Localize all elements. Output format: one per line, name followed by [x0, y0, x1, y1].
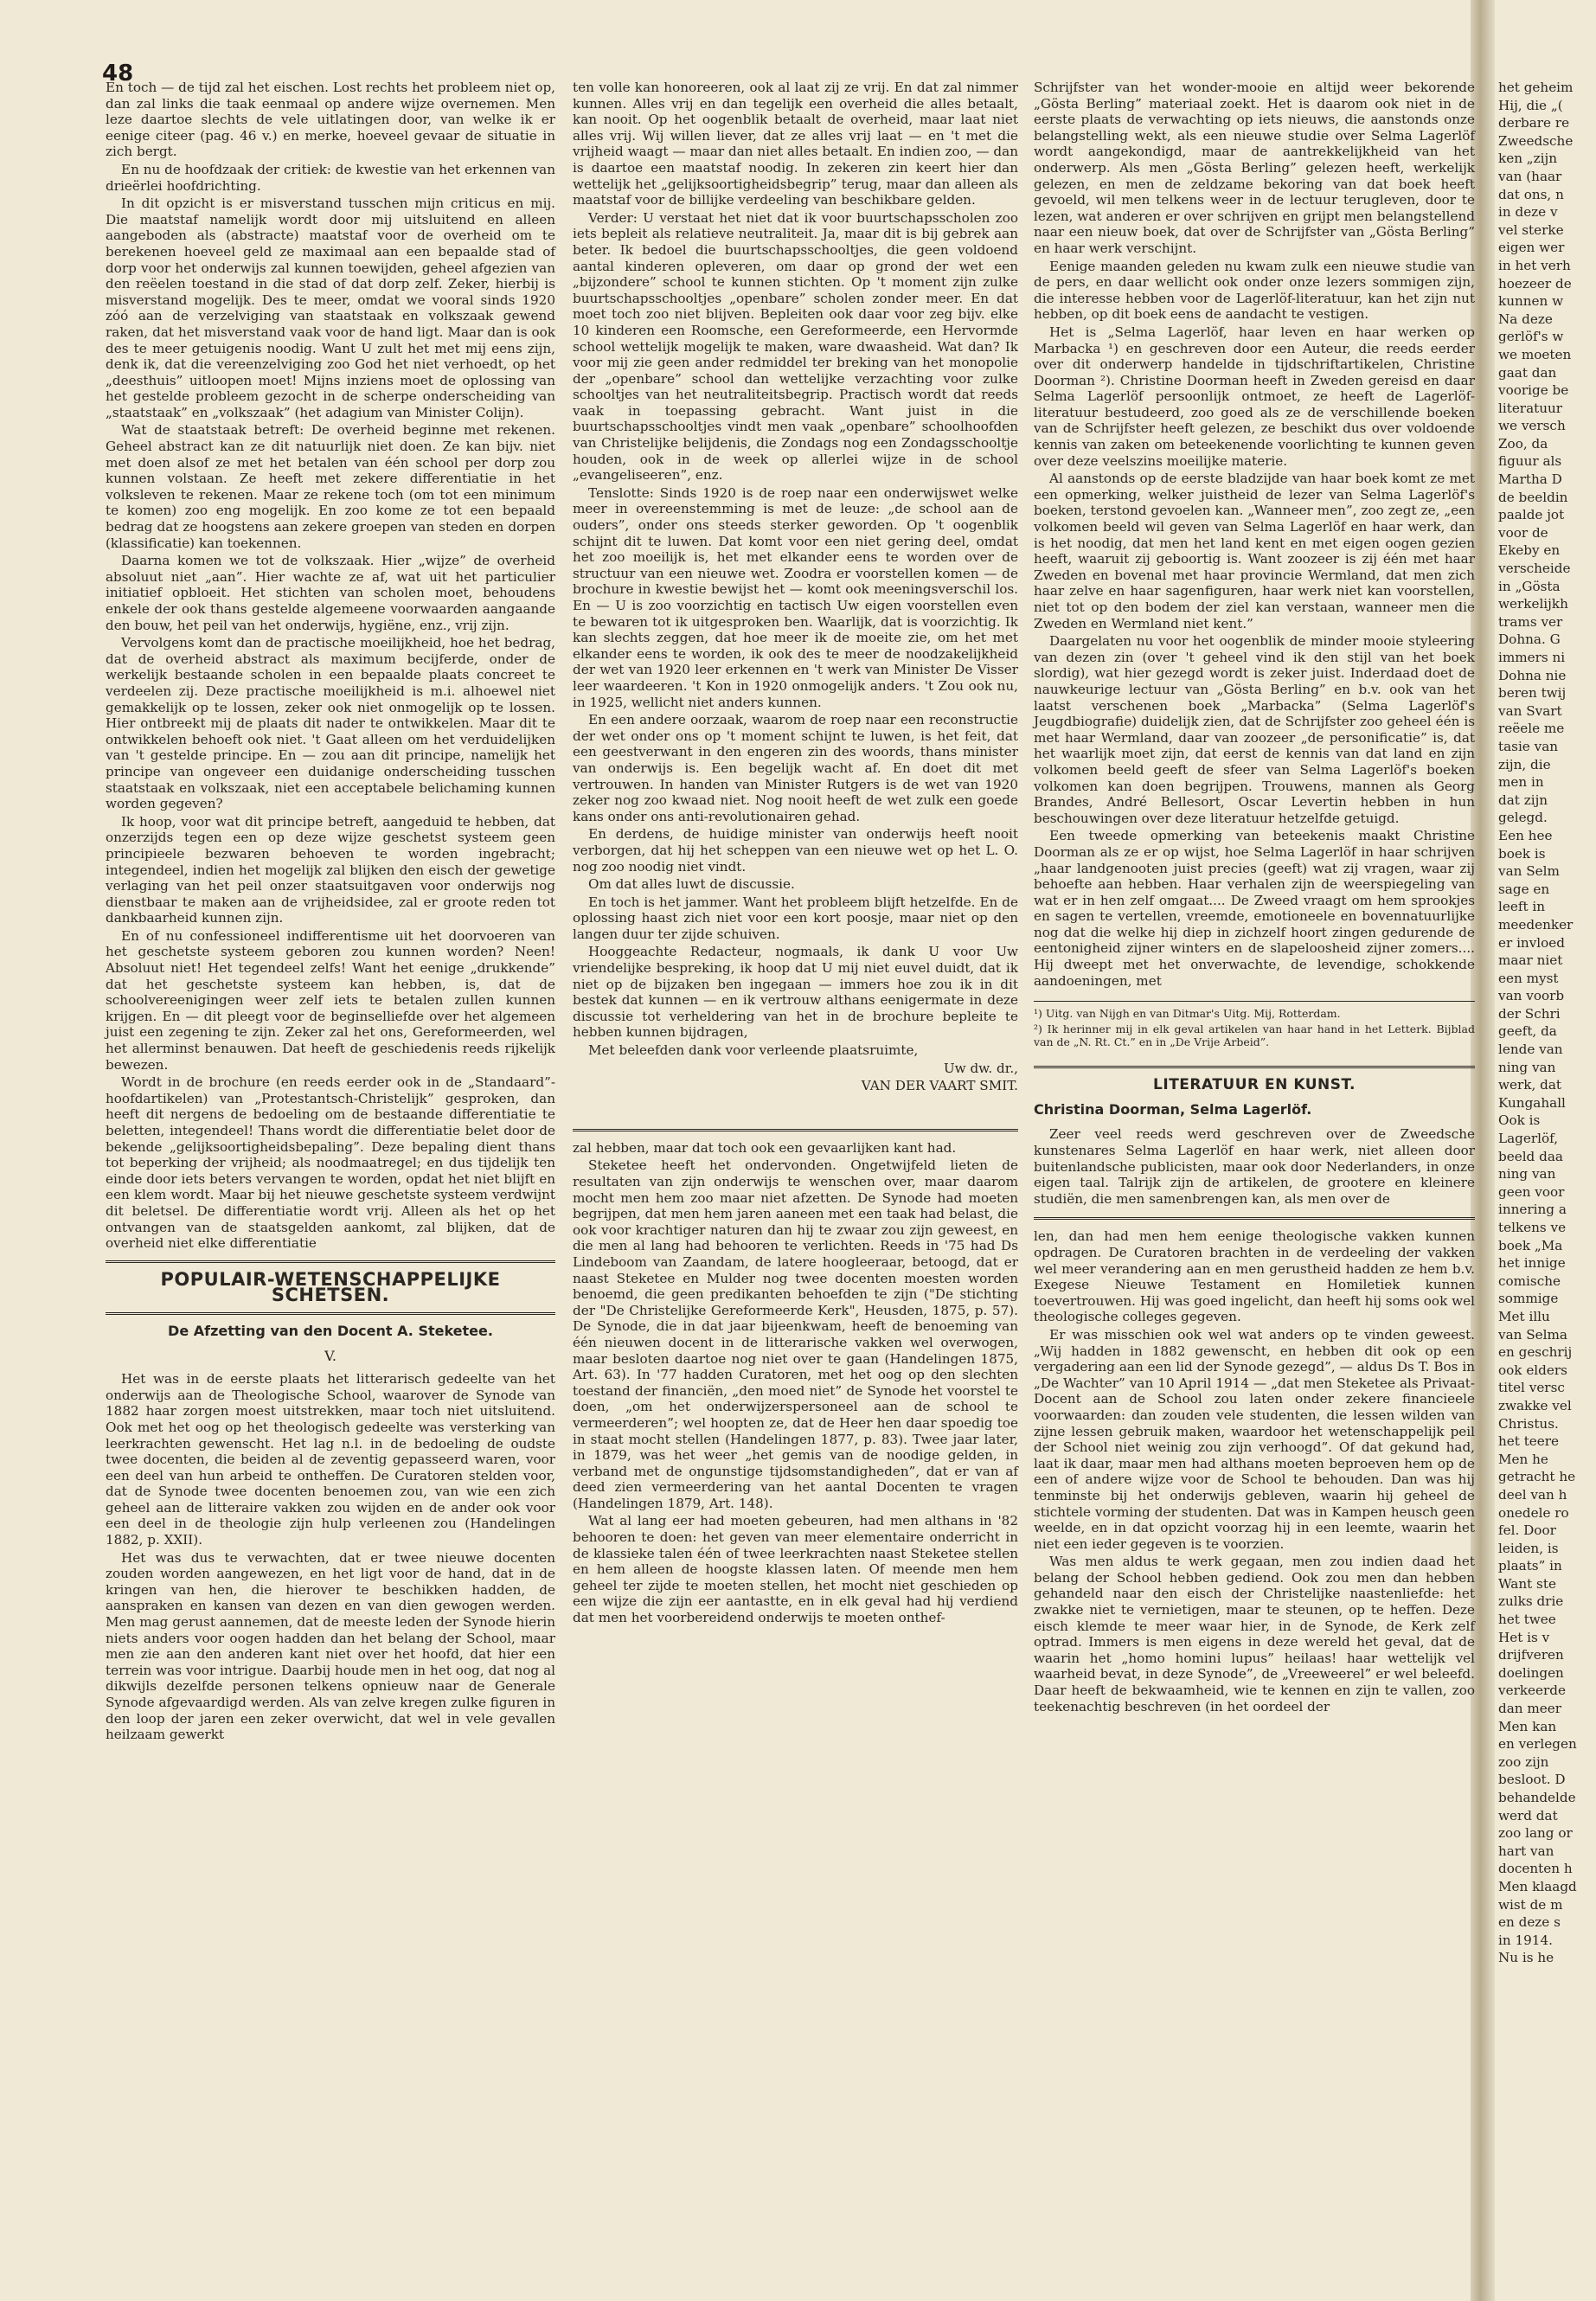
- line-fragment: Ekeby en: [1498, 542, 1561, 559]
- line-fragment: gerlöf's w: [1498, 329, 1564, 345]
- paragraph: Eenige maanden geleden nu kwam zulk een nieuwe studie van de pers, en daar wellicht ook onder onze lezers sommigen zijn, die interesse hebben voor de Lagerlöf-literatuur, kan het zijn nut hebben, op dit boek eens de aandacht te vestigen.: [1034, 258, 1475, 323]
- line-fragment: van Svart: [1498, 702, 1562, 719]
- section-divider: [106, 1260, 555, 1263]
- paragraph: Een tweede opmerking van beteekenis maakt Christine Doorman als ze er op wijst, hoe Selma Lagerlöf in haar schrijven „haar landgenooten juist precies (geeft) wat zij vragen, waar zij behoefte aan hebben. Haar verhalen zijn de weerspiegeling van wat er in hen zelf omgaat.... De Zweed vraagt om hem sprookjes en sagen te vertellen, vreemde, emotioneele en bovennatuurlijke nog dat die welke hij diep in zichzelf hoort zingen gedurende de eentonigheid zijner winters en de slapeloosheid zijner zomers.... Hij dweept met het onverwachte, de levendige, schokkende aandoeningen, met: [1034, 828, 1475, 989]
- line-fragment: Men kan: [1498, 1718, 1557, 1734]
- line-fragment: dat zijn: [1498, 792, 1548, 808]
- line-fragment: lende van: [1498, 1042, 1563, 1058]
- line-fragment: behandelde: [1498, 1790, 1576, 1805]
- paragraph: En nu de hoofdzaak der critiek: de kwestie van het erkennen van drieërlei hoofdrichting.: [106, 161, 555, 194]
- paragraph: Vervolgens komt dan de practische moeilijkheid, hoe het bedrag, dat de overheid abstract als maximum becijferde, onder de werkelijk bestaande scholen in een bepaalde plaats concreet te verdeelen zij. Deze practische moeilijkheid is m.i. alhoewel niet gemakkelijk op te lossen, zeker ook niet onmogelijk op te lossen. Hier ontbreekt mij de plaats dit nader te ontwikkelen. Maar dit te ontwikkelen behoeft ook niet. 't Gaat alleen om het verduidelijken van 't gestelde principe. En — zou aan dit principe, namelijk het principe van ongeveer een duidanige onderscheiding tusschen staatstaak en volkszaak, niet een acceptabele belichaming kunnen worden gegeven?: [106, 635, 555, 812]
- paragraph: len, dan had men hem eenige theologische vakken kunnen opdragen. De Curatoren brachten in de verdeeling der vakken wel meer verandering aan en men gerustheid hadden ze hem b.v. Exegese Nieuwe Testament en Homiletiek kunnen toevertrouwen. Hij was goed ingelicht, dan heeft hij soms ook wel theologische colleges gegeven.: [1034, 1228, 1475, 1325]
- paragraph: Al aanstonds op de eerste bladzijde van haar boek komt ze met een opmerking, welker juistheid de lezer van Selma Lagerlöf's boeken, terstond gevoelen kan. „Wanneer men”, zoo zegt ze, „een volkomen beeld wil geven van Selma Lagerlöf en haar werk, dan is het noodig, dat men het land kent en met eigen oogen gezien heeft, waaruit zij geboortig is. Want zoozeer is zij één met haar Zweden en bovenal met haar provincie Wermland, dat men zich haar zelve en haar sagenfiguren, haar werk niet kan voorstellen, niet tot op den bodem der ziel kan verstaan, wanneer men die Zweden en Wermland niet kent.”: [1034, 471, 1475, 631]
- line-fragment: figuur als: [1498, 453, 1562, 470]
- line-fragment: verkeerde: [1498, 1682, 1566, 1699]
- line-fragment: werkelijkh: [1498, 596, 1568, 612]
- column-1: [106, 80, 555, 1745]
- line-fragment: boek is: [1498, 845, 1546, 862]
- section-divider: [1034, 1217, 1475, 1220]
- line-fragment: zijn, die: [1498, 756, 1551, 772]
- line-fragment: Zweedsche: [1498, 132, 1574, 149]
- article-part-number: V.: [324, 1347, 337, 1364]
- column-4-fragment: [1498, 80, 1596, 1968]
- line-fragment: ken „zijn: [1498, 151, 1558, 167]
- line-fragment: getracht he: [1498, 1469, 1576, 1485]
- line-fragment: zulks drie: [1498, 1593, 1564, 1610]
- line-fragment: der Schri: [1498, 1005, 1561, 1022]
- line-fragment: titel versc: [1498, 1380, 1565, 1396]
- article-title-steketee: De Afzetting van den Docent A. Steketee.: [168, 1322, 493, 1339]
- paragraph: En derdens, de huidige minister van onderwijs heeft nooit verborgen, dat hij het scheppen van een nieuwe wet op het L. O. nog zoo noodig niet vindt.: [573, 826, 1018, 875]
- column-2: [573, 80, 1018, 1628]
- line-fragment: tasie van: [1498, 738, 1559, 754]
- line-fragment: hoezeer de: [1498, 275, 1572, 292]
- line-fragment: immers ni: [1498, 650, 1566, 665]
- line-fragment: zoo zijn: [1498, 1753, 1549, 1770]
- line-fragment: in het verh: [1498, 257, 1571, 273]
- line-fragment: van (haar: [1498, 168, 1562, 184]
- line-fragment: werd dat: [1498, 1807, 1558, 1823]
- section-divider: [573, 1129, 1018, 1131]
- line-fragment: kunnen w: [1498, 293, 1564, 310]
- line-fragment: Men klaagd: [1498, 1878, 1577, 1894]
- footnotes: [1034, 1001, 1475, 1048]
- line-fragment: geeft, da: [1498, 1023, 1557, 1040]
- line-fragment: plaats” in: [1498, 1558, 1562, 1574]
- line-fragment: een myst: [1498, 970, 1559, 986]
- line-fragment: reëele me: [1498, 721, 1565, 737]
- paragraph: Ik hoop, voor wat dit principe betreft, aangeduid te hebben, dat onzerzijds tegen een op deze wijze geschetst systeem geen principieele bezwaren behoeven te worden ingebracht; integendeel, indien het mogelijk zal blijken den eisch der gewetige verlaging van het peil onzer staatsuitgaven voor onderwijs nog dienstbaar te maken aan de vrijheidsidee, zal er groote reden tot dankbaarheid kunnen zijn.: [106, 813, 555, 926]
- line-fragment: ook elders: [1498, 1362, 1567, 1378]
- line-fragment: in „Gösta: [1498, 578, 1561, 594]
- line-fragment: Dohna. G: [1498, 631, 1561, 648]
- line-fragment: Christus.: [1498, 1415, 1559, 1432]
- line-fragment: en deze s: [1498, 1914, 1561, 1931]
- line-fragment: eigen wer: [1498, 240, 1565, 256]
- line-fragment: literatuur: [1498, 400, 1563, 416]
- line-fragment: Een hee: [1498, 827, 1553, 843]
- line-fragment: het twee: [1498, 1612, 1556, 1628]
- line-fragment: Nu is he: [1498, 1950, 1554, 1966]
- line-fragment: van Selm: [1498, 863, 1560, 880]
- line-fragment: comische: [1498, 1272, 1561, 1289]
- line-fragment: beeld daa: [1498, 1148, 1563, 1164]
- paragraph: Tenslotte: Sinds 1920 is de roep naar een onderwijswet welke meer in overeenstemming is met de leuze: „de school aan de ouders”, onder ons steeds sterker geworden. Op 't oogenblik schijnt dit te luwen. Dat komt voor een niet gering deel, omdat het zoo moeilijk is, het met elkander eens te worden over de structuur van een nieuwe wet. Zoodra er voorstellen komen — de brochure in kwestie bewijst het — komt ook meeningsverschil los. En — U is zoo voorzichtig en tactisch Uw eigen voorstellen even te bewaren tot ik uitgesproken ben. Waarlijk, dat is voorzichtig. Ik kan slechts zeggen, dat hoe meer ik de moeite zie, om het met elkander eens te worden, ik ook des te meer de noodzakelijkheid der wet van 1920 leer erkennen en 't werk van Minister De Visser leer waardeeren. 't Kon in 1920 onmogelijk anders. 't Zou ook nu, in 1925, wellicht niet anders kunnen.: [573, 484, 1018, 710]
- line-fragment: innering a: [1498, 1202, 1567, 1218]
- paragraph: Er was misschien ook wel wat anders op te vinden geweest. „Wij hadden in 1882 gewenscht, en hebben dit ook op een vergadering aan een lid der Synode gezegd”, — aldus Ds T. Bos in „De Wachter” van 10 April 1914 — „dat men Steketee als Privaat-Docent aan de School zou laten onder zekere financieele voorwaarden: dan zouden vele studenten, die lessen wilden van zijne lessen gebruik maken, waardoor het wetenschappelijk peil der School niet weinig zou zijn verhoogd”. Of dat gekund had, laat ik daar, maar men had althans moeten beproeven hem op de een of andere wijze voor de School te behouden. Dan was hij tenminste bij het onderwijs gebleven, waarin hij geheel de stichtele vorming der studenten. Dat was in Kampen heusch geen weelde, en in dat opzicht voorzag hij in een leemte, waarin het niet een ieder gegeven is te voorzien.: [1034, 1326, 1475, 1552]
- line-fragment: leiden, is: [1498, 1540, 1559, 1556]
- line-fragment: drijfveren: [1498, 1647, 1564, 1663]
- line-fragment: sage en: [1498, 881, 1550, 897]
- line-fragment: dan meer: [1498, 1701, 1562, 1717]
- line-fragment: werk, dat: [1498, 1077, 1561, 1093]
- paragraph: Het was in de eerste plaats het litterarisch gedeelte van het onderwijs aan de Theologische School, waarover de Synode van 1882 haar zorgen moest uitstrekken, maar toch niet uitsluitend. Ook met het oog op het theologisch gedeelte was versterking van leerkrachten gewenscht. Het lag n.l. in de bedoeling de oudste twee docenten, die beiden al de zeventig gepasseerd waren, voor een deel van hun arbeid te ontheffen. De Curatoren stelden voor, dat de Synode twee docenten benoemen zou, van wie een zich geheel aan de litteraire vakken zou wijden en de ander ook voor een deel in de theologie zijn hulp verleenen zou (Handelingen 1882, p. XXII).: [106, 1371, 555, 1548]
- line-fragment: derbare re: [1498, 115, 1570, 131]
- paragraph: Wat de staatstaak betreft: De overheid beginne met rekenen. Geheel abstract kan ze dit natuurlijk niet doen. Ze kan bijv. niet met doen alsof ze met het betalen van één school per dorp zou kunnen volstaan. Ze heeft met zekere differentiatie in het volksleven te rekenen. Maar ze rekene toch (om tot een minimum te komen) zoo eng mogelijk. En zoo kome ze tot een bepaald bedrag dat ze hoogstens aan zekere groepen van steden en dorpen (klassificatie) kan toekennen.: [106, 422, 555, 551]
- line-fragment: Dohna nie: [1498, 667, 1567, 683]
- paragraph: In dit opzicht is er misverstand tusschen mijn criticus en mij. Die maatstaf namelijk wordt door mij uitsluitend en alleen aangeboden als (abstracte) maatstaf voor de overheid om te berekenen hoeveel geld ze maximaal aan een bepaalde stad of dorp voor het onderwijs zal kunnen toewijden, geheel afgezien van den reëelen toestand in die stad of dat dorp zelf. Zeker, hierbij is misverstand mogelijk. Des te meer, omdat we vooral sinds 1920 zóó aan de verzelviging van staatstaak en volkszaak gewend raken, dat het misverstand vaak voor de hand ligt. Maar dan is ook des te meer getuigenis noodig. Want U zult het met mij eens zijn, denk ik, dat die vereenzelviging zoo God het niet verhoedt, op het „deesthuis” uitloopen moet! Mijns inziens moet de oplossing van het gestelde probleem gezocht in de scherpe onderscheiding van „staatstaak” en „volkszaak” (het adagium van Minister Colijn).: [106, 195, 555, 420]
- line-fragment: zwakke vel: [1498, 1397, 1572, 1413]
- line-fragment: Martha D: [1498, 471, 1562, 488]
- column-1-body: [106, 80, 555, 1252]
- line-fragment: leeft in: [1498, 899, 1546, 915]
- line-fragment: wist de m: [1498, 1896, 1563, 1913]
- line-fragment: verscheide: [1498, 561, 1571, 577]
- line-fragment: telkens ve: [1498, 1220, 1567, 1235]
- section-divider: [106, 1312, 555, 1315]
- line-fragment: dat ons, n: [1498, 186, 1564, 202]
- line-fragment: geen voor: [1498, 1183, 1565, 1200]
- line-fragment: van voorb: [1498, 988, 1565, 1004]
- line-fragment: in deze v: [1498, 204, 1558, 221]
- line-fragment: Zoo, da: [1498, 435, 1548, 452]
- paragraph: En een andere oorzaak, waarom de roep naar een reconstructie der wet onder ons op 't moment schijnt te luwen, is het feit, dat een geestverwant in den engeren zin des woords, thans minister van onderwijs is. Een begelijk wacht af. En doet dit met vertrouwen. In handen van Minister Rutgers is de wet van 1920 zeker nog zoo kwaad niet. Nog nooit heeft de wet zulk een goede kans onder ons anti-revolutionairen gehad.: [573, 712, 1018, 824]
- column-4-lines: [1498, 80, 1596, 1966]
- paragraph: ten volle kan honoreeren, ook al laat zij ze vrij. En dat zal nimmer kunnen. Alles vrij en dan tegelijk een overheid die alles betaalt, kan nooit. Op het oogenblik betaalt de overheid, maar laat niet alles vrij. Wij willen liever, dat ze alles vrij laat — en 't met die vrijheid waagt — maar dan niet alles betaalt. En indien zoo, — dan is daartoe een maatstaf noodig. In zekeren zin keert hier dan wettelijk het „gelijksoortigheidsbegrip” terug, maar dan alleen als maatstaf voor de billijke verdeeling van beschikbare gelden.: [573, 80, 1018, 208]
- line-fragment: het innige: [1498, 1255, 1566, 1272]
- line-fragment: in 1914.: [1498, 1932, 1553, 1948]
- line-fragment: men in: [1498, 774, 1544, 791]
- line-fragment: trams ver: [1498, 613, 1563, 630]
- paragraph: Steketee heeft het ondervonden. Ongetwijfeld lieten de resultaten van zijn onderwijs te wenschen over, maar daarom mocht men hem zoo maar niet afzetten. De Synode had moeten begrijpen, dat men hem jaren aaneen met een taak had belast, die ook voor krachtiger naturen dan hij te zwaar zou zijn geweest, en die men al lang had behooren te verlichten. Reeds in '75 had Ds Lindeboom van Zaandam, de latere hoogleeraar, betoogd, dat er naast Steketee en Mulder nog twee docenten moesten worden benoemd, die geen predikanten behoefden te zijn ("De stichting der "De Christelijke Gereformeerde Kerk", Heusden, 1875, p. 57). De Synode, die in dat jaar bijeenkwam, heeft de benoeming van één nieuwen docent in de litterarische vakken wel overwogen, maar besloten daartoe nog niet over te gaan (Handelingen 1875, Art. 63). In '77 hadden Curatoren, met het oog op den slechten toestand der financiën, „den moed niet” de Synode het voorstel te doen, „om het onderwijzerspersoneel aan de school te vermeerderen”; wel hoopten ze, dat de Heer hen daar spoedig toe in staat mocht stellen (Handelingen 1877, p. 83). Twee jaar later, in 1879, was het weer „het gemis van de noodige gelden, in verband met de ongunstige tijdsomstandigheden”, dat er van af deed zien vermeerdering van het aantal Docenten te vragen (Handelingen 1879, Art. 148).: [573, 1157, 1018, 1511]
- line-fragment: er invloed: [1498, 934, 1566, 951]
- paragraph: Hooggeachte Redacteur, nogmaals, ik dank U voor Uw vriendelijke bespreking, ik hoop dat U mij niet euvel duidt, dat ik niet op de bijzaken ben ingegaan — immers hoe zou ik in dit bestek dat kunnen — en ik vertrouw althans eenigermate in deze discussie tot verheldering van het in de brochure bepleite te hebben kunnen bijdragen,: [573, 944, 1018, 1041]
- letter-closing: Uw dw. dr.,: [943, 1060, 1018, 1076]
- line-fragment: Lagerlöf,: [1498, 1131, 1559, 1147]
- paragraph: En toch — de tijd zal het eischen. Lost rechts het probleem niet op, dan zal links die taak eenmaal op andere wijze overnemen. Men leze daartoe slechts de vele uitlatingen door, van welke ik er eenige citeer (pag. 46 v.) en merke, hoeveel gevaar de situatie in zich bergt.: [106, 80, 555, 160]
- line-fragment: voor de: [1498, 524, 1548, 541]
- line-fragment: en geschrij: [1498, 1344, 1573, 1361]
- paragraph: En of nu confessioneel indifferentisme uit het doorvoeren van het geschetste systeem geboren zou kunnen worden? Neen! Absoluut niet! Het tegendeel zelfs! Want het eenige „drukkende” dat het geschetste systeem kan hebben, is, dat de schoolvereenigingen weer zelf iets te betalen zullen kunnen krijgen. En — dit pleegt voor de beginselliefde over het algemeen juist een zegening te zijn. Zeker zal het ons, Gereformeerden, wel het allerminst benauwen. Dat heeft de geschiedenis reeds rijkelijk bewezen.: [106, 927, 555, 1073]
- line-fragment: Na deze: [1498, 311, 1553, 327]
- page-number: 48: [102, 61, 134, 87]
- section-divider: [1034, 1066, 1475, 1068]
- line-fragment: doelingen: [1498, 1664, 1564, 1681]
- footnote: ²) Ik herinner mij in elk geval artikelen van haar hand in het Letterk. Bijblad van de „N. Rt. Ct.” en in „De Vrije Arbeid”.: [1034, 1022, 1475, 1049]
- line-fragment: beren twij: [1498, 685, 1567, 702]
- paragraph: Om dat alles luwt de discussie.: [588, 876, 795, 893]
- paragraph: Daargelaten nu voor het oogenblik de minder mooie styleering van dezen zin (over 't geheel vind ik den stijl van het boek slordig), wat hier gezegd wordt is zeker juist. Inderdaad doet de nauwkeurige lectuur van „Gösta Berling” en b.v. ook van het laatst verschenen boek „Marbacka” (Selma Lagerlöf's Jeugdbiografie) duidelijk zien, dat de Schrijfster zoo geheel één is met haar Wermland, daar van zoozeer „de personificatie” is, dat het waarlijk moet zijn, dat eerst de kennis van dat land en zijn volkomen beeld geeft de sfeer van Selma Lagerlöf's boeken volkomen kan doen begrijpen. Trouwens, mannen als Georg Brandes, André Bellesort, Oscar Levertin hebben in hun beschouwingen over deze literatuur hetzelfde getuigd.: [1034, 633, 1475, 826]
- section-title-populair: POPULAIR-WETENSCHAPPELIJKE SCHETSEN.: [160, 1268, 501, 1306]
- line-fragment: ning van: [1498, 1166, 1556, 1183]
- line-fragment: vel sterke: [1498, 221, 1564, 238]
- line-fragment: onedele ro: [1498, 1504, 1569, 1521]
- line-fragment: Men he: [1498, 1451, 1548, 1467]
- line-fragment: gelegd.: [1498, 810, 1548, 826]
- line-fragment: en verlegen: [1498, 1736, 1577, 1753]
- paragraph: Wordt in de brochure (en reeds eerder ook in de „Standaard”-hoofdartikelen) van „Protestantsch-Christelijk” gesproken, dan heeft dit nergens de bedoeling om de bestaande differentiatie te beletten, integendeel! Thans wordt die differentiatie belet door de bekende „gelijksoortigheidsbepaling”. Deze bepaling dient thans tot beperking der vrijheid; als noodmaatregel; en dus tijdelijk ten einde door iets beters vervangen te worden, opdat het niet blijft en een klem wordt. Maar bij het nieuwe geschetste systeem verdwijnt dit beletsel. De differentiatie wordt vrij. Alleen als het op het ontvangen van de staatsgelden aankomt, zal blijken, dat de overheid niet elke differentiatie: [106, 1074, 555, 1252]
- line-fragment: sommige: [1498, 1291, 1559, 1307]
- paragraph: Zeer veel reeds werd geschreven over de Zweedsche kunstenares Selma Lagerlöf en haar werk, niet alleen door buitenlandsche publicisten, maar ook door Nederlanders, in onze eigen taal. Talrijk zijn de artikelen, de grootere en kleinere studiën, die men samenbrengen kan, als men over de: [1034, 1126, 1475, 1207]
- line-fragment: we versch: [1498, 418, 1566, 434]
- line-fragment: hart van: [1498, 1843, 1554, 1859]
- line-fragment: Kungahall: [1498, 1094, 1566, 1111]
- line-fragment: zoo lang or: [1498, 1825, 1573, 1842]
- article-title-lagerlof: Christina Doorman, Selma Lagerlöf.: [1034, 1100, 1312, 1118]
- line-fragment: docenten h: [1498, 1861, 1573, 1877]
- line-fragment: we moeten: [1498, 346, 1572, 362]
- paragraph: Het is „Selma Lagerlöf, haar leven en haar werken op Marbacka ¹) en geschreven door een Auteur, die reeds eerder over dit onderwerp handelde in tijdschriftartikelen, Christine Doorman ²). Christine Doorman heeft in Zweden gereisd en daar Selma Lagerlöf persoonlijk ontmoet, ze heeft de Lagerlöf-literatuur bestudeerd, zoo goed als ze de verschillende boeken van de Schrijfster heeft gelezen, ze beschikt dus over voldoende kennis van zaken om beteekenende voorlichting te kunnen geven over deze veelszins moeilijke materie.: [1034, 324, 1475, 469]
- line-fragment: gaat dan: [1498, 364, 1557, 381]
- section-title-literatuur: LITERATUUR EN KUNST.: [1153, 1076, 1356, 1094]
- line-fragment: meedenker: [1498, 916, 1574, 933]
- letter-signature: VAN DER VAART SMIT.: [861, 1078, 1018, 1094]
- line-fragment: Want ste: [1498, 1575, 1556, 1592]
- paragraph: Was men aldus te werk gegaan, men zou indien daad het belang der School hebben gediend. Ook zou men dan hebben gehandeld naar den eisch der Christelijke naastenliefde: het zwakke niet te vernietigen, maar te steunen, op te heffen. Deze eisch klemde te meer waar hier, in de Synode, de Kerk zelf optrad. Immers is men eigens in deze wereld het geval, dat de waarin het „homo homini lupus” heilaas! haar wettelijk vel waarheid bevat, in deze Synode”, de „Vreeweerel” er wel beleefd. Daar heeft de bekwaamheid, wie te kennen en zijn te vallen, zoo teekenachtig beschreven (in het oordeel der: [1034, 1554, 1475, 1715]
- footnote: ¹) Uitg. van Nijgh en van Ditmar's Uitg. Mij, Rotterdam.: [1034, 1007, 1341, 1021]
- line-fragment: boek „Ma: [1498, 1237, 1563, 1253]
- paragraph: Schrijfster van het wonder-mooie en altijd weer bekorende „Gösta Berling” materiaal zoekt. Het is daarom ook niet in de eerste plaats de verwachting op iets nieuws, die aanstonds onze belangstelling wekt, als een nieuwe studie over Selma Lagerlöf wordt aangekondigd, maar de aantrekkelijkheid van het onderwerp. Als men „Gösta Berling” gelezen heeft, werkelijk gelezen, en men de zeldzame bekoring van dat boek heeft gevoeld, wil men telkens weer in de lectuur terugleven, door te lezen, wat anderen er over schrijven en grijpt men belangstellend naar een nieuw boek, dat over de Schrijfster van „Gösta Berling” en haar werk verschijnt.: [1034, 80, 1475, 256]
- paragraph: En toch is het jammer. Want het probleem blijft hetzelfde. En de oplossing haast zich niet voor een kort poosje, maar niet op den langen duur ter zijde schuiven.: [573, 894, 1018, 942]
- line-fragment: Met illu: [1498, 1308, 1550, 1324]
- line-fragment: van Selma: [1498, 1326, 1567, 1343]
- paragraph: Het was dus te verwachten, dat er twee nieuwe docenten zouden worden aangewezen, en het ligt voor de hand, dat in de kringen van hen, die hierover te beschikken hadden, de aanspraken en kansen van dezen en van dien gewogen werden. Men mag gerust aannemen, dat de meeste leden der Synode hierin niets anders voor oogen hadden dan het belang der School, maar men zie aan den anderen kant niet over het hoofd, dat hier een terrein was voor intrigue. Daarbij houde men in het oog, dat nog al dikwijls dezelfde personen telkens opnieuw naar de Generale Synode afgevaardigd werden. Als van zelve kregen zulke figuren in den loop der jaren een zeker overwicht, dat wel in vele gevallen heilzaam gewerkt: [106, 1549, 555, 1743]
- paragraph: Met beleefden dank voor verleende plaatsruimte,: [588, 1042, 919, 1059]
- line-fragment: de beeldin: [1498, 489, 1568, 505]
- paragraph: Verder: U verstaat het niet dat ik voor buurtschapsscholen zoo iets bepleit als relatieve neutraliteit. Ja, maar dit is bij gebrek aan beter. Ik bedoel die buurtschapsschooltjes, die geen voldoend aantal kinderen opleveren, om daar op grond der wet een „bijzondere” school te kunnen stichten. Op 't moment zijn zulke buurtschapsschooltjes „openbare” scholen zonder meer. En dat moet toch zoo niet blijven. Bepleiten ook daar voor zeg bijv. elke 10 kinderen een Roomsche, een Gereformeerde, een Hervormde school wettelijk mogelijk te maken, ware dwaasheid. Wat dan? Ik voor mij zie geen ander redmiddel ter breking van het monopolie der „openbare” school dan wettelijke verzachting voor zulke schooltjes van het neutraliteitsbegrip. Practisch wordt dat reeds vaak in toepassing gebracht. Want juist in die buurtschapsschooltjes vindt men vaak „openbare” schoolhoofden van Christelijke belijdenis, die Zondags nog een Zondagsschooltje houden, ook in de week op allerlei wijze in de school „evangeliseeren”, enz.: [573, 209, 1018, 484]
- line-fragment: deel van h: [1498, 1486, 1567, 1503]
- line-fragment: Het is v: [1498, 1629, 1550, 1645]
- line-fragment: maar niet: [1498, 952, 1563, 969]
- paragraph: Wat al lang eer had moeten gebeuren, had men althans in '82 behooren te doen: het geven van meer elementaire onderricht in de klassieke talen één of twee leerkrachten naast Steketee stellen en hem alleen de hoogste klassen laten. Of meende men hem geheel ter zijde te moeten stellen, het mocht niet geschieden op een wijze die zijn eer aantastte, en in elk geval had hij verdiend dat men het voorbereidend onderwijs te moeten onthef-: [573, 1513, 1018, 1626]
- line-fragment: Ook is: [1498, 1112, 1541, 1129]
- line-fragment: het geheim: [1498, 80, 1574, 95]
- line-fragment: fel. Door: [1498, 1522, 1556, 1539]
- line-fragment: het teere: [1498, 1433, 1560, 1450]
- paragraph: zal hebben, maar dat toch ook een gevaarlijken kant had.: [573, 1139, 957, 1156]
- column-3: [1034, 80, 1475, 1716]
- line-fragment: voorige be: [1498, 382, 1569, 399]
- line-fragment: ning van: [1498, 1059, 1556, 1075]
- line-fragment: besloot. D: [1498, 1772, 1566, 1788]
- line-fragment: Hij, die „(: [1498, 97, 1563, 113]
- line-fragment: paalde jot: [1498, 507, 1565, 523]
- paragraph: Daarna komen we tot de volkszaak. Hier „wijze” de overheid absoluut niet „aan”. Hier wachte ze af, wat uit het particulier initiatief opbloeit. Het stichten van scholen moet, behoudens enkele der ook thans gestelde algemeene voorwaarden aangaande den bouw, het peil van het onderwijs, hygiëne, enz., vrij zijn.: [106, 553, 555, 633]
